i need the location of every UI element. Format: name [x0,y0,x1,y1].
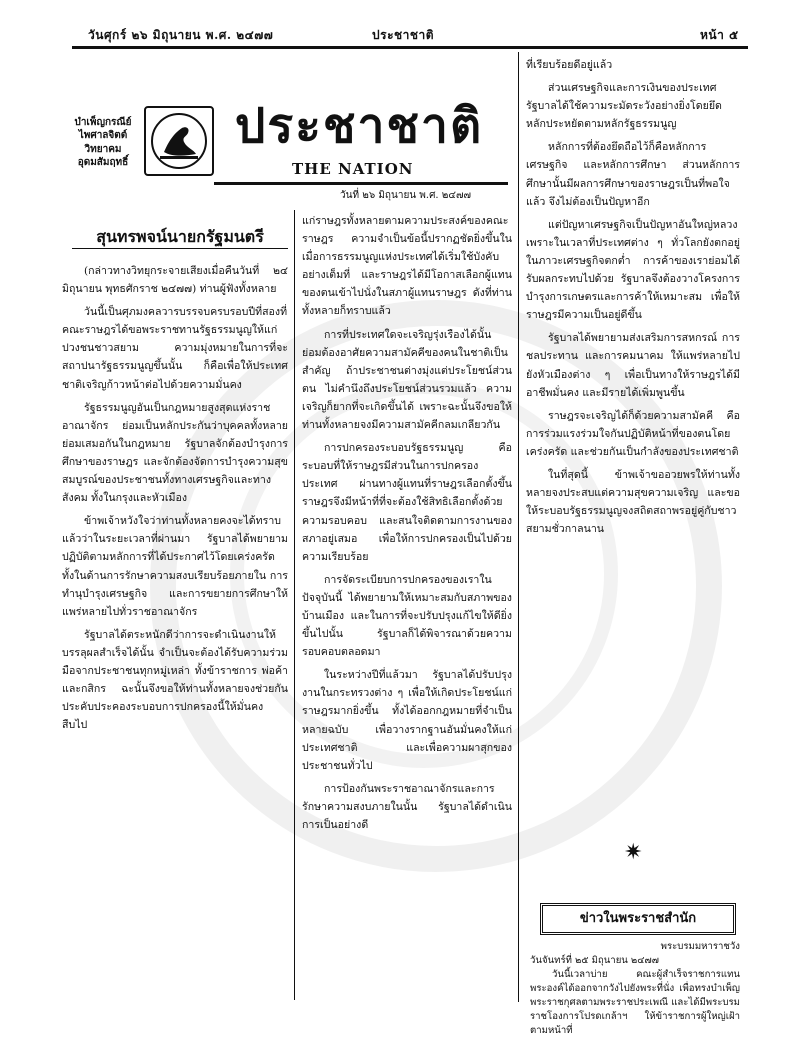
col1-paragraph-1: (กล่าวทางวิทยุกระจายเสียงเมื่อคืนวันที่ ๒๔ มิถุนายน พุทธศักราช ๒๔๗๗) ท่านผู้ฟังทั้งหลาย [62,265,288,296]
col1-paragraph-4: ข้าพเจ้าหวังใจว่าท่านทั้งหลายคงจะได้ทราบแล้วว่าในระยะเวลาที่ผ่านมา รัฐบาลได้พยายามปฏิบัติตามหลักการที่ได้ประกาศไว้โดยเคร่งครัด ทั้งในด้านการรักษาความสงบเรียบร้อยภายใน การทำนุบำรุงเศรษฐกิจ และการขยายการศึกษาให้แพร่หลายไปทั่วราชอาณาจักร [62,515,288,618]
col3-paragraph-7: ในที่สุดนี้ ข้าพเจ้าขออวยพรให้ท่านทั้งหลายจงประสบแต่ความสุขความเจริญ และขอให้ระบอบรัฐธรรมนูญจงสถิตสถาพรอยู่คู่กับชาวสยามชั่วกาลนาน [526,468,740,536]
col2-paragraph-4: การจัดระเบียบการปกครองของเราในปัจจุบันนี้ ได้พยายามให้เหมาะสมกับสภาพของบ้านเมือง และในการที่จะปรับปรุงแก้ไขให้ดียิ่งขึ้นไปนั้น รัฐบาลก็ได้พิจารณาด้วยความรอบคอบตลอดมา [302,573,512,659]
article-column-2 [302,212,512,1002]
article-title: สุนทรพจน์นายกรัฐมนตรี [72,226,288,249]
court-news-date: วันจันทร์ที่ ๒๕ มิถุนายน ๒๔๗๗ [530,955,659,966]
col3-paragraph-2: ส่วนเศรษฐกิจและการเงินของประเทศ รัฐบาลได้ใช้ความระมัดระวังอย่างยิ่งโดยยึดหลักประหยัดตามหลักรัฐธรรมนูญ [526,82,722,131]
col3-paragraph-6: ราษฎรจะเจริญได้ก็ด้วยความสามัคคี คือการร่วมแรงร่วมใจกันปฏิบัติหน้าที่ของตนโดยเคร่งครัด และช่วยกันเป็นกำลังของประเทศชาติ [526,409,740,458]
star-ornament-icon: ✷ [624,840,643,865]
tagline-right-line-2: อุดมสัมฤทธิ์ [77,157,129,168]
masthead-english-title: THE NATION [292,160,414,178]
col1-paragraph-5: รัฐบาลได้ตระหนักดีว่าการจะดำเนินงานให้บรรลุผลสำเร็จได้นั้น จำเป็นจะต้องได้รับความร่วมมือจากประชาชนทุกหมู่เหล่า ทั้งข้าราชการ พ่อค้า และกสิกร ฉะนั้นจึงขอให้ท่านทั้งหลายจงช่วยกันประคับประคองระบอบการปกครองนี้ให้มั่นคงสืบไป [62,628,288,732]
col2-paragraph-1: แก่ราษฎรทั้งหลายตามความประสงค์ของคณะราษฎร ความจำเป็นข้อนี้ปรากฏชัดยิ่งขึ้นในเมื่อการธรรมนูญแห่งประเทศได้เริ่มใช้บังคับอย่างเต็มที่ และราษฎรได้มีโอกาสเลือกผู้แทนของตนเข้าไปนั่งในสภาผู้แทนราษฎร ดังที่ท่านทั้งหลายก็ทราบแล้ว [302,215,512,318]
tagline-left-line-2: ไพศาลจิตต์ [78,130,128,141]
masthead-title: ประชาชาติ [234,98,484,154]
court-news-heading: ข่าวในพระราชสำนัก [540,903,736,935]
column-rule-2 [518,52,519,1002]
col2-paragraph-6: การป้องกันพระราชอาณาจักรและการรักษาความสงบภายในนั้น รัฐบาลได้ดำเนินการเป็นอย่างดี [302,782,512,831]
tagline-left [64,116,142,142]
court-news-body [530,940,740,1036]
col3-paragraph-1: ที่เรียบร้อยดีอยู่แล้ว [526,59,613,71]
col2-paragraph-3: การปกครองระบอบรัฐธรรมนูญ คือ ระบอบที่ให้ราษฎรมีส่วนในการปกครองประเทศ ผ่านทางผู้แทนที่ราษฎรเลือกตั้งขึ้น ราษฎรจึงมีหน้าที่ที่จะต้องใช้สิทธิเลือกตั้งด้วยความรอบคอบ และสนใจติดตามการงานของสภาอยู่เสมอ เพื่อให้การปกครองเป็นไปด้วยความเรียบร้อย [302,442,512,563]
col3-paragraph-4: แต่ปัญหาเศรษฐกิจเป็นปัญหาอันใหญ่หลวง เพราะในเวลาที่ประเทศต่าง ๆ ทั่วโลกยังตกอยู่ในภาวะเศรษฐกิจตกต่ำ การค้าของเราย่อมได้รับผลกระทบไปด้วย รัฐบาลจึงต้องวางโครงการบำรุงการเกษตรและการค้าให้เหมาะสม เพื่อให้ราษฎรมีความเป็นอยู่ดีขึ้น [526,218,740,322]
article-column-1 [62,262,288,1002]
court-news-text: วันนี้เวลาบ่าย คณะผู้สำเร็จราชการแทนพระองค์ได้ออกจากวังไปยังพระที่นั่ง เพื่อทรงบำเพ็ญพระราชกุศลตามพระราชประเพณี และได้มีพระบรมราชโองการโปรดเกล้าฯ ให้ข้าราชการผู้ใหญ่เฝ้าตามหน้าที่ [530,969,740,1036]
col3-paragraph-3: หลักการที่ต้องยึดถือไว้ก็คือหลักการเศรษฐกิจ และหลักการศึกษา ส่วนหลักการศึกษานั้นมีผลการศึกษาของราษฎรเป็นที่พอใจแล้ว จึงไม่ต้องเป็นปัญหาอีก [526,141,740,208]
header-paper-name: ประชาชาติ [372,28,435,42]
header-rule [72,46,748,49]
court-news-location: พระบรมมหาราชวัง [660,941,740,952]
tagline-right [64,143,142,169]
col2-paragraph-5: ในระหว่างปีที่แล้วมา รัฐบาลได้ปรับปรุงงานในกระทรวงต่าง ๆ เพื่อให้เกิดประโยชน์แก่ราษฎรมากยิ่งขึ้น ทั้งได้ออกกฎหมายที่จำเป็นหลายฉบับ เพื่อวางรากฐานอันมั่นคงให้แก่ประเทศชาติ และเพื่อความผาสุกของประชาชนทั่วไป [302,669,512,772]
col1-paragraph-2: วันนี้เป็นศุภมงคลวารบรรจบครบรอบปีที่สองที่คณะราษฎรได้ขอพระราชทานรัฐธรรมนูญให้แก่ปวงชนชาวสยาม ความมุ่งหมายในการที่จะสถาปนารัฐธรรมนูญขึ้นนั้น ก็คือเพื่อให้ประเทศชาติเจริญก้าวหน้าต่อไปด้วยความมั่นคง [62,306,288,391]
col3-paragraph-5: รัฐบาลได้พยายามส่งเสริมการสหกรณ์ การชลประทาน และการคมนาคม ให้แพร่หลายไปยังหัวเมืองต่าง ๆ เพื่อเป็นทางให้ราษฎรได้มีอาชีพมั่นคง และมีรายได้เพิ่มพูนขึ้น [526,332,740,399]
swan-seal-icon [146,108,212,174]
article-column-3 [526,56,740,832]
masthead-underline [214,182,508,185]
header-page-number: หน้า ๕ [700,28,739,42]
header-date: วันศุกร์ ๒๖ มิถุนายน พ.ศ. ๒๔๗๗ [88,28,274,42]
seal-emblem [144,106,214,176]
masthead-issue-date: วันที่ ๒๖ มิถุนายน พ.ศ. ๒๔๗๗ [340,190,471,201]
tagline-left-line-1: บำเพ็ญกรณีย์ [74,117,132,128]
col1-paragraph-3: รัฐธรรมนูญอันเป็นกฎหมายสูงสุดแห่งราชอาณาจักร ย่อมเป็นหลักประกันว่าบุคคลทั้งหลายย่อมเสมอกันในกฎหมาย รัฐบาลจักต้องบำรุงการศึกษาของราษฎร และจักต้องจัดการบำรุงความสุขสมบูรณ์ของประชาชนทั้งทางเศรษฐกิจและทางสังคม ทั้งในกรุงและหัวเมือง [62,401,288,505]
column-rule-1 [294,210,295,1000]
col2-paragraph-2: การที่ประเทศใดจะเจริญรุ่งเรืองได้นั้น ย่อมต้องอาศัยความสามัคคีของคนในชาติเป็นสำคัญ ถ้าประชาชนต่างมุ่งแต่ประโยชน์ส่วนตน ไม่คำนึงถึงประโยชน์ส่วนรวมแล้ว ความเจริญก็ยากที่จะเกิดขึ้นได้ เพราะฉะนั้นจึงขอให้ท่านทั้งหลายจงมีความสามัคคีกลมเกลียวกัน [302,328,512,432]
tagline-right-line-1: วิทยาคม [84,144,122,155]
